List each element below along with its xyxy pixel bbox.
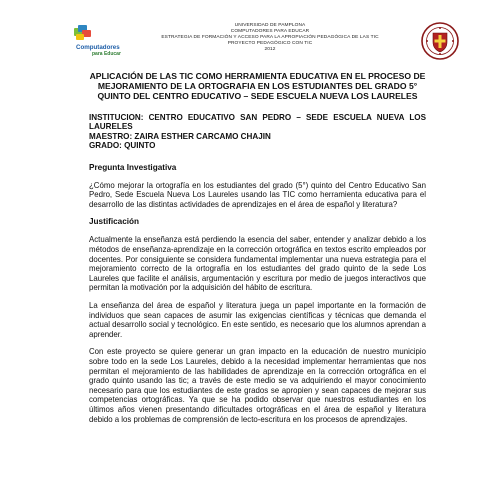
header-program: COMPUTADORES PARA EDUCAR: [230, 29, 310, 34]
header-strategy: ESTRATEGIA DE FORMACIÓN Y ACCESO PARA LA APROPIACIÓN PEDAGÓGICA DE LAS TIC: [161, 35, 379, 40]
institution-line: INSTITUCION: CENTRO EDUCATIVO SAN PEDRO – SEDE ESCUELA NUEVA LOS LAURELES: [89, 113, 426, 132]
svg-text:para Educar: para Educar: [92, 51, 121, 57]
document-header: [120, 23, 420, 53]
svg-text:Computadores: Computadores: [76, 44, 120, 51]
document-title: APLICACIÓN DE LAS TIC COMO HERRAMIENTA EDUCATIVA EN EL PROCESO DE MEJORAMIENTO DE LA ORTOGRAFIA EN LOS ESTUDIANTES DEL GRADO 5° QUINTO DEL CENTRO EDUCATIVO – SEDE ESCUELA NUEVA LOS LAURELES: [89, 71, 426, 101]
justification-paragraph-3: Con este proyecto se quiere generar un gran impacto en la educación de nuestro municipio sobre todo en la sede Los Laureles, debido a la necesidad implementar herramientas que nos permitan el mejoramiento de las habilidades de aprendizaje en la corrección ortográfica en el grado quinto usando las tic; a través de este medio se va adquiriendo el mayor conocimiento necesario para que los estudiantes de este grados se apropien y sean capaces de mejorar sus competencias ortográficas. Ya que se ha podido observar que nuestros estudiantes en los últimos años vienen presentando dificultades ortográficas en el área de español y literatura debido a los problemas de comprensión de lecto-escritura en los procesos de aprendizajes.: [89, 347, 426, 424]
justification-paragraph-2: La enseñanza del área de español y literatura juega un papel importante en la formación de individuos que sean capaces de asumir las exigencias científicas y técnicas que demanda el actual desarrollo social y tecnológico. En este sentido, es necesario que los alumnos aprendan a aprender.: [89, 300, 426, 339]
grade-line: GRADO: QUINTO: [89, 141, 156, 151]
header-university: UNIVERSIDAD DE PAMPLONA: [234, 23, 306, 28]
computadores-para-educar-logo: [70, 22, 121, 62]
document-body: [89, 71, 426, 424]
header-project: PROYECTO PEDAGÓGICO CON TIC: [227, 41, 313, 46]
teacher-line: MAESTRO: ZAIRA ESTHER CARCAMO CHAJIN: [89, 131, 271, 141]
header-year: 2012: [264, 47, 276, 52]
university-seal-logo: [421, 22, 459, 60]
research-question-paragraph: ¿Cómo mejorar la ortografía en los estudiantes del grado (5°) quinto del Centro Educativo San Pedro, Sede Escuela Nueva Los Laureles usando las TIC como herramienta educativa para el desarrollo de las distintas actividades de aprendizajes en el área de español y literatura?: [89, 180, 426, 209]
section-heading-research-question: Pregunta Investigativa: [89, 162, 177, 172]
justification-paragraph-1: Actualmente la enseñanza está perdiendo la esencia del saber, entender y analizar debido a los métodos de enseñanza-aprendizaje en la corrección ortográfica en textos escrito empleados por docentes. Por consiguiente se considera fundamental implementar una nueva estrategia para el mejoramiento correcto de la ortografía en los estudiantes del grado quinto de la sede Los Laureles que facilite el análisis, argumentación y escritura por medio de juegos interactivos que permitan la motivación por la adquisición del hábito de escritura.: [89, 235, 426, 293]
section-heading-justification: Justificación: [89, 217, 140, 227]
document-info-block: [89, 113, 426, 151]
